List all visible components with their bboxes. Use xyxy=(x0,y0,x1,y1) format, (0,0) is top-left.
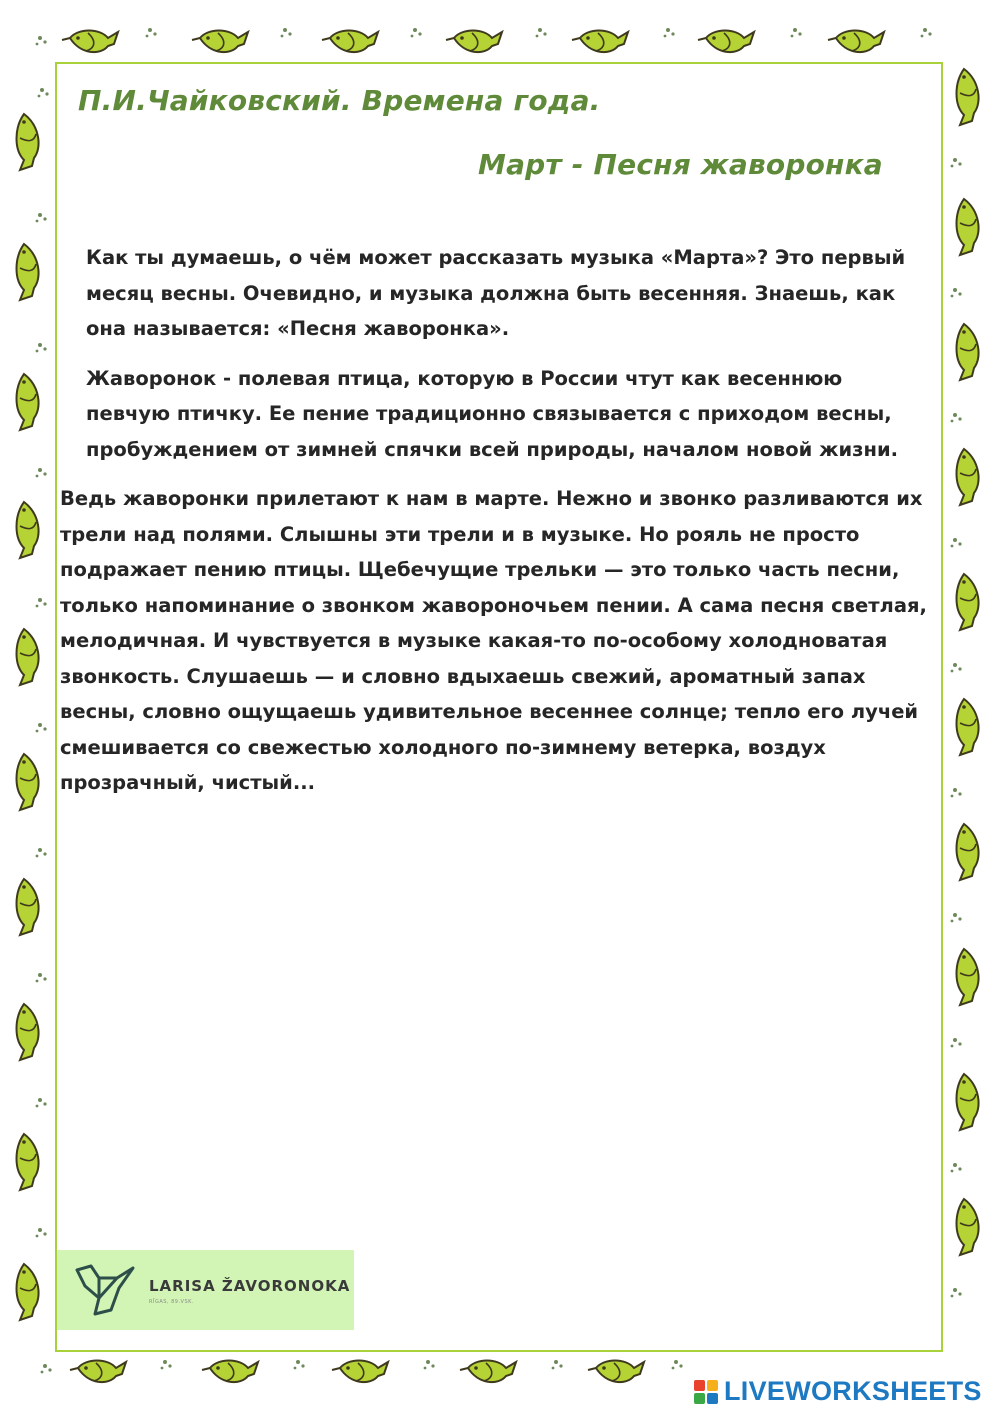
author-logo xyxy=(57,1250,354,1330)
article-body xyxy=(60,240,932,801)
logo-name: LARISA ŽAVORONOKA xyxy=(149,1277,351,1295)
paragraph-3: Ведь жаворонки прилетают к нам в марте. Нежно и звонко разливаются их трели над полями. Слышны эти трели и в музыке. Но рояль не просто подражает пению птицы. Щебечущие трельки — это только часть песни, только напоминание о звонком жавороночьем пении. А сама песня светлая, мелодичная. И чувствуется в музыке какая-то по-особому холодноватая звонкость. Слушаешь — и словно вдыхаешь свежий, ароматный запах весны, словно ощущаешь удивительное весеннее солнце; тепло его лучей смешивается со свежестью холодного по-зимнему ветерка, воздух прозрачный, чистый... xyxy=(60,487,927,794)
watermark-text: LIVEWORKSHEETS xyxy=(724,1376,982,1406)
paragraph-1: Как ты думаешь, о чём может рассказать музыка «Марта»? Это первый месяц весны. Очевидно, и музыка должна быть весенняя. Знаешь, как она называется: «Песня жаворонка». xyxy=(86,246,906,340)
liveworksheets-logo-icon xyxy=(694,1380,718,1404)
liveworksheets-watermark xyxy=(694,1376,982,1407)
logo-subtitle: RĪGAS, 89.VSK. xyxy=(149,1299,195,1305)
origami-bird-icon xyxy=(73,1264,137,1316)
paragraph-2: Жаворонок - полевая птица, которую в России чтут как весеннюю певчую птичку. Ее пение традиционно связывается с приходом весны, пробуждением от зимней спячки всей природы, началом новой жизни. xyxy=(86,366,899,461)
page-subtitle: Март - Песня жаворонка xyxy=(478,148,883,181)
page-title: П.И.Чайковский. Времена года. xyxy=(78,84,601,117)
